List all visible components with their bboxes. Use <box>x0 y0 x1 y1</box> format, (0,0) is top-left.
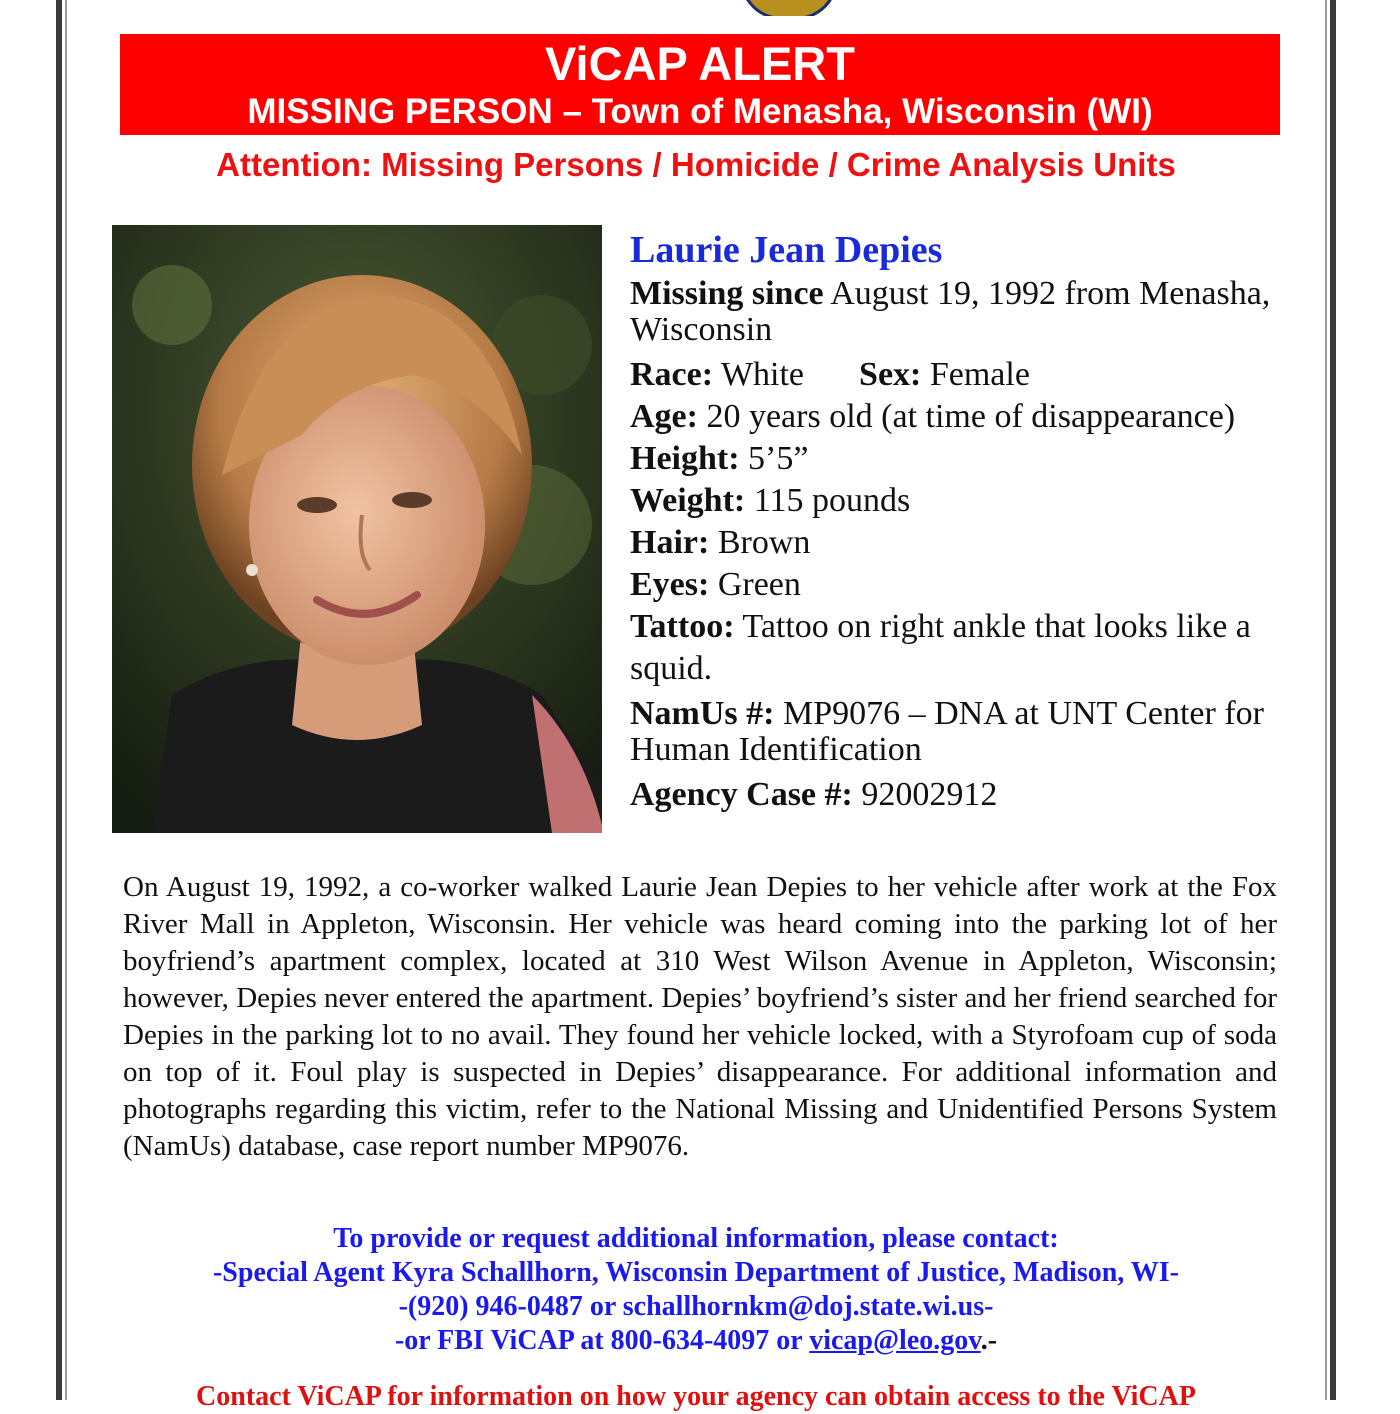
namus-value: MP9076 – DNA at UNT Center for Human Identification <box>630 695 1264 768</box>
attention-line: Attention: Missing Persons / Homicide / Crime Analysis Units <box>216 146 1176 183</box>
age-value: 20 years old (at time of disappearance) <box>706 398 1236 435</box>
namus-row <box>630 696 1290 768</box>
eyes-row <box>630 564 1290 606</box>
eyes-label: Eyes: <box>630 566 710 603</box>
hair-row <box>630 522 1290 564</box>
sex-label: Sex: <box>859 356 922 393</box>
contact-vicap-suffix: .- <box>980 1325 998 1356</box>
height-value: 5’5” <box>748 440 809 477</box>
weight-value: 115 pounds <box>753 482 911 519</box>
agency-case-label: Agency Case #: <box>630 776 853 813</box>
age-label: Age: <box>630 398 698 435</box>
eyes-value: Green <box>717 566 801 603</box>
missing-since-row <box>630 276 1290 348</box>
tattoo-label: Tattoo: <box>630 608 735 645</box>
tattoo-value: Tattoo on right ankle that looks like a squid. <box>630 608 1251 687</box>
contact-block <box>62 1222 1330 1358</box>
missing-since-label: Missing since <box>630 275 824 312</box>
agency-case-value: 92002912 <box>861 776 998 813</box>
tattoo-row <box>630 606 1290 690</box>
contact-line-vicap <box>62 1324 1330 1358</box>
vicap-email-link[interactable]: vicap@leo.gov <box>809 1325 981 1356</box>
namus-label: NamUs #: <box>630 695 775 732</box>
banner-subtitle: MISSING PERSON – Town of Menasha, Wisconsin (WI) <box>247 92 1153 131</box>
weight-label: Weight: <box>630 482 746 519</box>
page-border-left <box>56 0 62 1400</box>
agency-case-row <box>630 774 1290 816</box>
banner-title: ViCAP ALERT <box>545 37 855 90</box>
footer-access-note: Contact ViCAP for information on how your agency can obtain access to the ViCAP <box>196 1381 1196 1412</box>
page-border-right <box>1330 0 1336 1400</box>
sex-value: Female <box>929 356 1030 393</box>
weight-row <box>630 480 1290 522</box>
contact-vicap-prefix: -or FBI ViCAP at 800-634-4097 or <box>394 1325 810 1356</box>
person-details <box>630 228 1290 816</box>
contact-heading: To provide or request additional information, please contact: <box>333 1223 1059 1254</box>
race-label: Race: <box>630 356 714 393</box>
header-cutoff <box>62 0 1330 16</box>
person-photo <box>112 225 602 833</box>
race-value: White <box>720 356 805 393</box>
hair-label: Hair: <box>630 524 710 561</box>
contact-line-phone-email: -(920) 946-0487 or schallhornkm@doj.state.wi.us- <box>398 1291 994 1322</box>
case-narrative: On August 19, 1992, a co-worker walked Laurie Jean Depies to her vehicle after work at the Fox River Mall in Appleton, Wisconsin. Her vehicle was heard coming into the parking lot of her boyfriend’s apartment complex, located at 310 West Wilson Avenue in Appleton, Wisconsin; however, Depies never entered the apartment. Depies’ boyfriend’s sister and her friend searched for Depies in the parking lot to no avail. They found her vehicle locked, with a Styrofoam cup of soda on top of it. Foul play is suspected in Depies’ disappearance. For additional information and photographs regarding this victim, refer to the National Missing and Unidentified Persons System (NamUs) database, case report number MP9076. <box>123 871 1277 1162</box>
missing-since-value: August 19, 1992 from Menasha, Wisconsin <box>630 275 1271 348</box>
height-label: Height: <box>630 440 740 477</box>
person-name: Laurie Jean Depies <box>630 229 943 271</box>
height-row <box>630 438 1290 480</box>
hair-value: Brown <box>717 524 811 561</box>
alert-banner <box>120 34 1280 135</box>
portrait-image <box>112 225 602 833</box>
age-row <box>630 396 1290 438</box>
race-sex-row <box>630 354 1290 396</box>
contact-line-agent: -Special Agent Kyra Schallhorn, Wisconsin Department of Justice, Madison, WI- <box>212 1257 1180 1288</box>
fbi-seal-icon <box>740 0 838 16</box>
